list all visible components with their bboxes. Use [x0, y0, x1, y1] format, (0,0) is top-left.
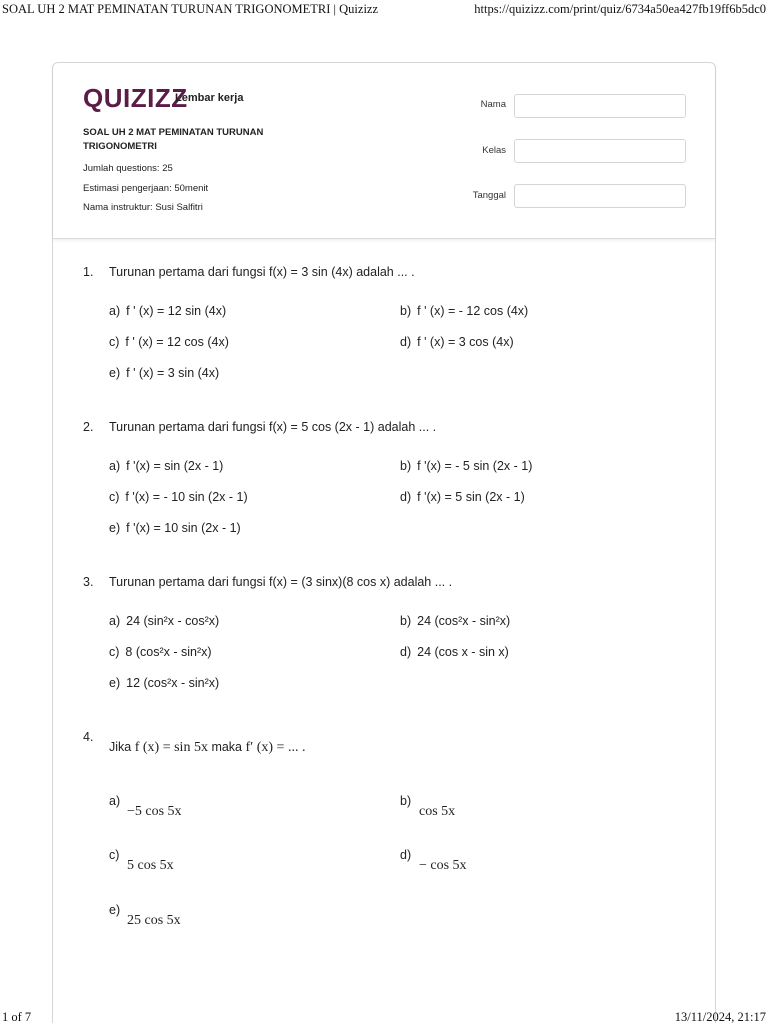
question-number: 4.: [83, 730, 94, 744]
question-text: Jika f (x) = sin 5x maka f′ (x) = ... .: [109, 740, 306, 755]
question-number: 3.: [83, 575, 94, 589]
date-label: Tanggal: [472, 190, 506, 201]
option-c: c) f '(x) = - 10 sin (2x - 1): [109, 490, 248, 504]
page-indicator: 1 of 7: [2, 1010, 32, 1024]
option-d: d) f ' (x) = 3 cos (4x): [400, 335, 514, 349]
option-e: 25 cos 5x: [127, 913, 181, 928]
option-e: e) 12 (cos²x - sin²x): [109, 676, 220, 690]
question-text: Turunan pertama dari fungsi f(x) = 5 cos (2x - 1) adalah ... .: [109, 420, 437, 434]
print-datetime: 13/11/2024, 21:17: [674, 1010, 766, 1024]
date-field[interactable]: [514, 184, 686, 208]
option-c: 5 cos 5x: [127, 858, 174, 873]
option-a-label: a): [109, 794, 121, 808]
class-field[interactable]: [514, 139, 686, 163]
print-url[interactable]: https://quizizz.com/print/quiz/6734a50ea427fb19ff6b5dc0: [474, 2, 766, 16]
print-doc-title: SOAL UH 2 MAT PEMINATAN TURUNAN TRIGONOMETRI | Quizizz: [2, 2, 379, 16]
option-a: a) 24 (sin²x - cos²x): [109, 614, 220, 628]
quiz-title: SOAL UH 2 MAT PEMINATAN TURUNAN TRIGONOMETRI: [83, 127, 264, 152]
option-e: e) f ' (x) = 3 sin (4x): [109, 366, 220, 380]
option-e: e) f '(x) = 10 sin (2x - 1): [109, 521, 241, 535]
option-b: cos 5x: [419, 804, 456, 819]
option-e-label: e): [109, 903, 121, 917]
option-d: d) 24 (cos x - sin x): [400, 645, 509, 659]
option-b: b) 24 (cos²x - sin²x): [400, 614, 511, 628]
option-c: c) f ' (x) = 12 cos (4x): [109, 335, 229, 349]
question-number: 2.: [83, 420, 94, 434]
worksheet-label: Lembar kerja: [175, 92, 244, 104]
option-b: b) f ' (x) = - 12 cos (4x): [400, 304, 529, 318]
class-label: Kelas: [482, 145, 506, 156]
worksheet: [52, 62, 716, 1023]
option-d: − cos 5x: [419, 858, 467, 873]
option-b: b) f '(x) = - 5 sin (2x - 1): [400, 459, 533, 473]
quizizz-logo: QUIZIZZ: [83, 83, 188, 113]
option-b-label: b): [400, 794, 412, 808]
option-a: a) f ' (x) = 12 sin (4x): [109, 304, 227, 318]
option-a: a) f '(x) = sin (2x - 1): [109, 459, 224, 473]
name-field[interactable]: [514, 94, 686, 118]
name-label: Nama: [480, 99, 506, 110]
question-count: Jumlah questions: 25: [83, 163, 173, 174]
option-c: c) 8 (cos²x - sin²x): [109, 645, 212, 659]
question-number: 1.: [83, 265, 94, 279]
question-text: Turunan pertama dari fungsi f(x) = (3 sinx)(8 cos x) adalah ... .: [109, 575, 453, 589]
worksheet-header: [53, 63, 715, 239]
question-text: Turunan pertama dari fungsi f(x) = 3 sin (4x) adalah ... .: [109, 265, 415, 279]
option-a: −5 cos 5x: [127, 804, 182, 819]
option-c-label: c): [109, 848, 120, 862]
estimated-time: Estimasi pengerjaan: 50menit: [83, 183, 209, 194]
option-d-label: d): [400, 848, 412, 862]
option-d: d) f '(x) = 5 sin (2x - 1): [400, 490, 525, 504]
instructor-name: Nama instruktur: Susi Salfitri: [83, 202, 203, 213]
